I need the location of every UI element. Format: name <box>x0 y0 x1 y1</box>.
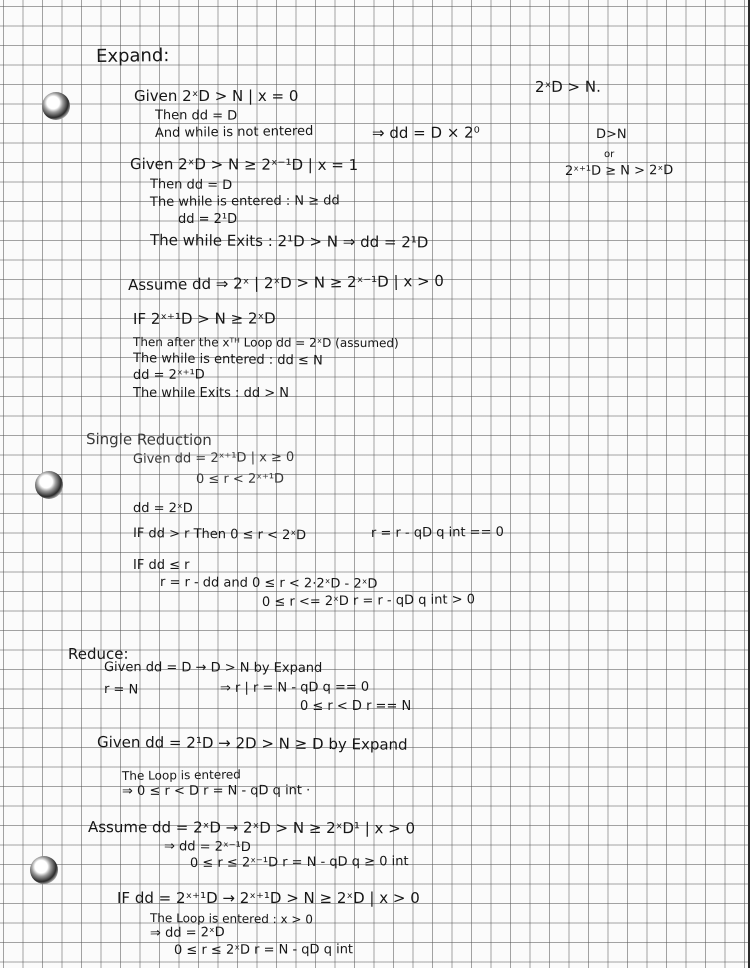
note-line: r = r - qD q int == 0 <box>370 524 504 541</box>
note-line: Given dd = D → D > N by Expand <box>103 660 323 676</box>
note-line: Given dd = 2ˣ⁺¹D | x ≥ 0 <box>132 449 295 467</box>
binder-hole-middle <box>35 471 63 499</box>
note-line: 0 ≤ r < 2ˣ⁺¹D <box>195 471 285 487</box>
note-line: r = N <box>103 682 139 698</box>
note-line: The while is entered : N ≥ dd <box>149 193 340 210</box>
binder-hole-top <box>42 92 70 120</box>
note-line: 0 ≤ r ≤ 2ˣ⁻¹D r = N - qD q ≥ 0 int <box>189 854 409 871</box>
note-line: 0 ≤ r ≤ 2ˣD r = N - qD q int <box>173 942 354 958</box>
single-reduction-heading: Single Reduction <box>85 430 212 450</box>
note-line: IF 2ˣ⁺¹D > N ≥ 2ˣD <box>132 309 276 328</box>
note-line: IF dd = 2ˣ⁺¹D → 2ˣ⁺¹D > N ≥ 2ˣD | x > 0 <box>117 889 420 907</box>
note-line: Given 2ˣD > N ≥ 2ˣ⁻¹D | x = 1 <box>129 155 359 174</box>
note-line: Given 2ˣD > N | x = 0 <box>134 87 299 105</box>
note-line: ⇒ r | r = N - qD q == 0 <box>219 679 370 696</box>
note-line: Assume dd ⇒ 2ˣ | 2ˣD > N ≥ 2ˣ⁻¹D | x > 0 <box>127 271 445 294</box>
note-line: dd = 2¹D <box>178 212 238 227</box>
note-line: The Loop is entered <box>121 767 241 783</box>
note-line: dd = 2ˣD <box>132 501 193 517</box>
note-line: Then after the xᵀᴴ Loop dd = 2ˣD (assumed) <box>132 335 399 351</box>
side-note-line: 2ˣ⁺¹D ≥ N > 2ˣD <box>564 163 674 179</box>
note-line: 0 ≤ r < D r == N <box>300 699 412 714</box>
expand-heading: Expand: <box>95 45 170 67</box>
side-note-line: D>N <box>595 127 627 143</box>
side-note-top: 2ˣD > N. <box>534 77 601 96</box>
reduce-heading: Reduce: <box>67 644 129 663</box>
note-line: ⇒ 0 ≤ r < D r = N - qD q int · <box>121 783 311 799</box>
note-line: IF dd > r Then 0 ≤ r < 2ˣD <box>132 526 307 544</box>
note-line: Then dd = D <box>149 177 233 194</box>
side-note-line: or <box>603 149 615 161</box>
note-line: r = r - dd and 0 ≤ r < 2·2ˣD - 2ˣD <box>159 575 378 592</box>
note-line: The while Exits : 2¹D > N ⇒ dd = 2¹D <box>149 231 429 252</box>
note-line: dd = 2ˣ⁺¹D <box>132 367 205 383</box>
note-line: ⇒ dd = 2ˣD <box>149 925 225 941</box>
note-line: The while is entered : dd ≤ N <box>132 351 323 369</box>
note-line: 0 ≤ r <= 2ˣD r = r - qD q int > 0 <box>261 592 476 610</box>
note-line: IF dd ≤ r <box>133 558 190 573</box>
note-line: ⇒ dd = D × 2⁰ <box>371 123 480 142</box>
note-line: The while Exits : dd > N <box>133 386 289 401</box>
note-line: ⇒ dd = 2ˣ⁻¹D <box>163 839 251 856</box>
note-line: Then dd = D <box>154 108 238 124</box>
note-line: And while is not entered <box>154 123 314 141</box>
note-line: Given dd = 2¹D → 2D > N ≥ D by Expand <box>96 733 408 754</box>
note-line: Assume dd = 2ˣD → 2ˣD > N ≥ 2ˣD¹ | x > 0 <box>87 818 416 838</box>
binder-hole-bottom <box>30 856 58 884</box>
note-line: The Loop is entered : x > 0 <box>149 911 314 927</box>
